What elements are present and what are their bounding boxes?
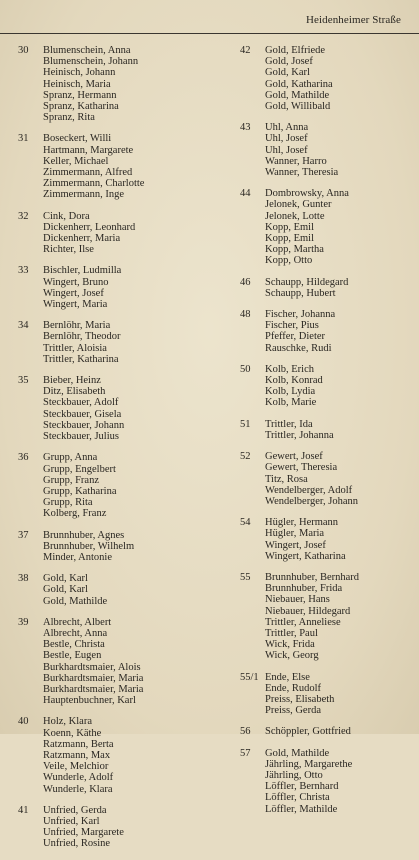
resident-name: Bernlöhr, Theodor [43, 331, 121, 343]
house-number: 50 [240, 363, 251, 375]
house-number: 34 [18, 320, 29, 332]
resident-name: Veile, Melchior [43, 761, 109, 773]
resident-name: Gold, Katharina [265, 78, 333, 90]
resident-name: Cink, Dora [43, 210, 90, 222]
house-entry [18, 133, 218, 200]
house-entry [18, 805, 218, 850]
resident-name: Gold, Karl [43, 573, 88, 585]
resident-name: Gold, Willibald [265, 101, 331, 113]
house-entry [240, 572, 419, 662]
house-number: 39 [18, 616, 29, 628]
resident-name: Richter, Ilse [43, 244, 94, 256]
resident-name: Grupp, Rita [43, 497, 93, 509]
resident-name: Gewert, Theresia [265, 462, 338, 474]
resident-name: Wendelberger, Johann [265, 495, 359, 507]
resident-name: Hügler, Maria [265, 528, 325, 540]
resident-name: Gold, Karl [265, 67, 310, 79]
resident-name: Steckbauer, Adolf [43, 397, 119, 409]
house-entry [240, 122, 419, 178]
resident-name: Hügler, Hermann [265, 517, 339, 529]
resident-name: Kopp, Emil [265, 221, 314, 233]
house-number: 37 [18, 529, 29, 541]
resident-name: Fischer, Pius [265, 320, 319, 332]
resident-name: Grupp, Franz [43, 474, 99, 486]
resident-name: Burkhardtsmaier, Maria [43, 672, 144, 684]
resident-name: Preiss, Elisabeth [265, 693, 335, 705]
resident-name: Brunnhuber, Wilhelm [43, 540, 135, 552]
resident-name: Kopp, Martha [265, 244, 324, 256]
resident-name: Zimmermann, Alfred [43, 167, 133, 179]
resident-name: Schöppler, Gottfried [265, 726, 351, 738]
house-entry [18, 530, 218, 564]
resident-name: Löffler, Mathilde [265, 803, 338, 815]
resident-name: Kopp, Emil [265, 233, 314, 245]
house-number: 57 [240, 747, 251, 759]
resident-name: Gold, Mathilde [265, 89, 330, 101]
resident-name: Steckbauer, Johann [43, 419, 125, 431]
page-header: Heidenheimer Straße [305, 14, 401, 26]
resident-name: Unfried, Karl [43, 815, 100, 827]
resident-name: Ditz, Elisabeth [43, 386, 106, 398]
resident-name: Trittler, Anneliese [265, 616, 341, 628]
house-entry [18, 265, 218, 310]
resident-name: Heinisch, Johann [43, 67, 116, 79]
house-number: 40 [18, 716, 29, 728]
resident-name: Grupp, Katharina [43, 485, 117, 497]
resident-name: Ende, Else [265, 671, 310, 683]
house-entry [240, 364, 419, 409]
resident-name: Wanner, Harro [265, 155, 327, 167]
resident-name: Keller, Michael [43, 155, 109, 167]
resident-name: Steckbauer, Gisela [43, 408, 122, 420]
house-entry [18, 452, 218, 519]
resident-name: Bieber, Heinz [43, 375, 101, 387]
house-number: 43 [240, 122, 251, 134]
resident-name: Gold, Elfriede [265, 45, 326, 56]
resident-name: Trittler, Johanna [265, 429, 334, 441]
resident-name: Brunnhuber, Frida [265, 583, 343, 595]
resident-name: Hartmann, Margarete [43, 144, 134, 156]
resident-name: Brunnhuber, Agnes [43, 529, 125, 541]
resident-name: Wunderle, Klara [43, 783, 113, 795]
house-number: 54 [240, 517, 251, 529]
resident-name: Kopp, Otto [265, 255, 313, 267]
resident-name: Wick, Frida [265, 639, 315, 651]
resident-name: Uhl, Anna [265, 122, 309, 134]
resident-name: Gold, Josef [265, 56, 313, 68]
house-entry [240, 748, 419, 815]
house-entry [240, 309, 419, 354]
resident-name: Gold, Karl [43, 584, 88, 596]
resident-name: Jährling, Otto [265, 769, 323, 781]
resident-name: Schaupp, Hildegard [265, 276, 349, 288]
resident-name: Kolb, Konrad [265, 375, 323, 387]
resident-name: Unfried, Margarete [43, 827, 124, 839]
house-number: 38 [18, 573, 29, 585]
resident-name: Wingert, Bruno [43, 276, 109, 288]
house-number: 32 [18, 210, 29, 222]
house-entry [18, 375, 218, 442]
house-entry [18, 617, 218, 707]
resident-name: Trittler, Katharina [43, 353, 119, 365]
resident-name: Ende, Rudolf [265, 682, 321, 694]
resident-name: Grupp, Anna [43, 452, 98, 464]
resident-name: Albrecht, Albert [43, 616, 112, 628]
house-entry [18, 45, 218, 123]
resident-name: Fischer, Johanna [265, 309, 336, 321]
resident-name: Ratzmann, Berta [43, 738, 114, 750]
resident-name: Niebauer, Hans [265, 594, 330, 606]
resident-name: Löffler, Bernhard [265, 781, 339, 793]
resident-name: Rauschke, Rudi [265, 342, 332, 354]
house-entry [18, 573, 218, 607]
resident-name: Gold, Mathilde [43, 595, 108, 607]
resident-name: Unfried, Gerda [43, 804, 107, 816]
resident-name: Wendelberger, Adolf [265, 484, 353, 496]
resident-name: Uhl, Josef [265, 144, 308, 156]
resident-name: Albrecht, Anna [43, 627, 108, 639]
resident-name: Kolberg, Franz [43, 508, 107, 520]
resident-name: Ratzmann, Max [43, 749, 111, 761]
resident-name: Zimmermann, Charlotte [43, 178, 145, 190]
house-number: 55 [240, 571, 251, 583]
house-number: 44 [240, 188, 251, 200]
house-number: 41 [18, 804, 29, 816]
right-column [240, 45, 419, 825]
resident-name: Spranz, Rita [43, 112, 95, 124]
resident-name: Blumenschein, Johann [43, 56, 139, 68]
resident-name: Dickenherr, Leonhard [43, 221, 136, 233]
resident-name: Spranz, Hermann [43, 89, 117, 101]
resident-name: Bestle, Eugen [43, 650, 102, 662]
house-number: 52 [240, 451, 251, 463]
resident-name: Unfried, Rosine [43, 838, 111, 850]
resident-name: Burkhardtsmaier, Alois [43, 661, 141, 673]
resident-name: Blumenschein, Anna [43, 45, 131, 56]
house-entry [240, 277, 419, 299]
resident-name: Löffler, Christa [265, 792, 330, 804]
house-number: 48 [240, 309, 251, 321]
resident-name: Niebauer, Hildegard [265, 605, 351, 617]
house-number: 51 [240, 418, 251, 430]
house-number: 36 [18, 452, 29, 464]
resident-name: Steckbauer, Julius [43, 431, 119, 443]
resident-name: Wingert, Maria [43, 299, 108, 311]
resident-name: Schaupp, Hubert [265, 287, 336, 299]
house-number: 56 [240, 726, 251, 738]
resident-name: Wunderle, Adolf [43, 772, 114, 784]
resident-name: Brunnhuber, Bernhard [265, 571, 360, 583]
resident-name: Wingert, Katharina [265, 550, 346, 562]
house-entry [240, 672, 419, 717]
house-entry [18, 320, 218, 365]
resident-name: Wingert, Josef [43, 287, 104, 299]
resident-name: Titz, Rosa [265, 473, 308, 485]
resident-name: Wick, Georg [265, 650, 319, 662]
resident-name: Pfeffer, Dieter [265, 331, 326, 343]
resident-name: Minder, Antonie [43, 551, 112, 563]
resident-name: Wingert, Josef [265, 539, 326, 551]
resident-name: Burkhardtsmaier, Maria [43, 683, 144, 695]
house-entry [240, 451, 419, 507]
resident-name: Trittler, Aloisia [43, 342, 107, 354]
house-entry [240, 188, 419, 266]
resident-name: Heinisch, Maria [43, 78, 111, 90]
house-number: 31 [18, 133, 29, 145]
header-rule [0, 33, 419, 34]
house-entry [240, 45, 419, 112]
resident-name: Holz, Klara [43, 716, 92, 728]
resident-name: Hauptenbuchner, Karl [43, 695, 136, 707]
resident-name: Bestle, Christa [43, 639, 105, 651]
resident-name: Boseckert, Willi [43, 133, 112, 145]
house-entry [18, 716, 218, 794]
resident-name: Jelonek, Gunter [265, 199, 332, 211]
house-number: 46 [240, 276, 251, 288]
resident-name: Kolb, Marie [265, 397, 317, 409]
resident-name: Bernlöhr, Maria [43, 320, 111, 332]
resident-name: Zimmermann, Inge [43, 189, 125, 201]
house-entry [240, 419, 419, 441]
resident-name: Bischler, Ludmilla [43, 265, 122, 277]
resident-name: Jelonek, Lotte [265, 210, 325, 222]
resident-name: Gold, Mathilde [265, 747, 330, 759]
resident-name: Kolb, Lydia [265, 386, 316, 398]
resident-name: Koenn, Käthe [43, 727, 102, 739]
resident-name: Trittler, Paul [265, 627, 318, 639]
house-number: 30 [18, 45, 29, 56]
house-entry [240, 517, 419, 562]
resident-name: Trittler, Ida [265, 418, 313, 430]
house-number: 33 [18, 265, 29, 277]
resident-name: Uhl, Josef [265, 133, 308, 145]
resident-name: Preiss, Gerda [265, 705, 321, 717]
resident-name: Kolb, Erich [265, 363, 314, 375]
house-number: 55/1 [240, 671, 259, 683]
resident-name: Dickenherr, Maria [43, 233, 121, 245]
left-column [18, 45, 218, 860]
resident-name: Spranz, Katharina [43, 101, 119, 113]
resident-name: Gewert, Josef [265, 451, 323, 463]
house-entry [240, 726, 419, 737]
house-number: 35 [18, 375, 29, 387]
house-number: 42 [240, 45, 251, 56]
resident-name: Dombrowsky, Anna [265, 188, 349, 200]
resident-name: Wanner, Theresia [265, 167, 339, 179]
resident-name: Jährling, Margarethe [265, 758, 353, 770]
resident-name: Grupp, Engelbert [43, 463, 116, 475]
house-entry [18, 211, 218, 256]
